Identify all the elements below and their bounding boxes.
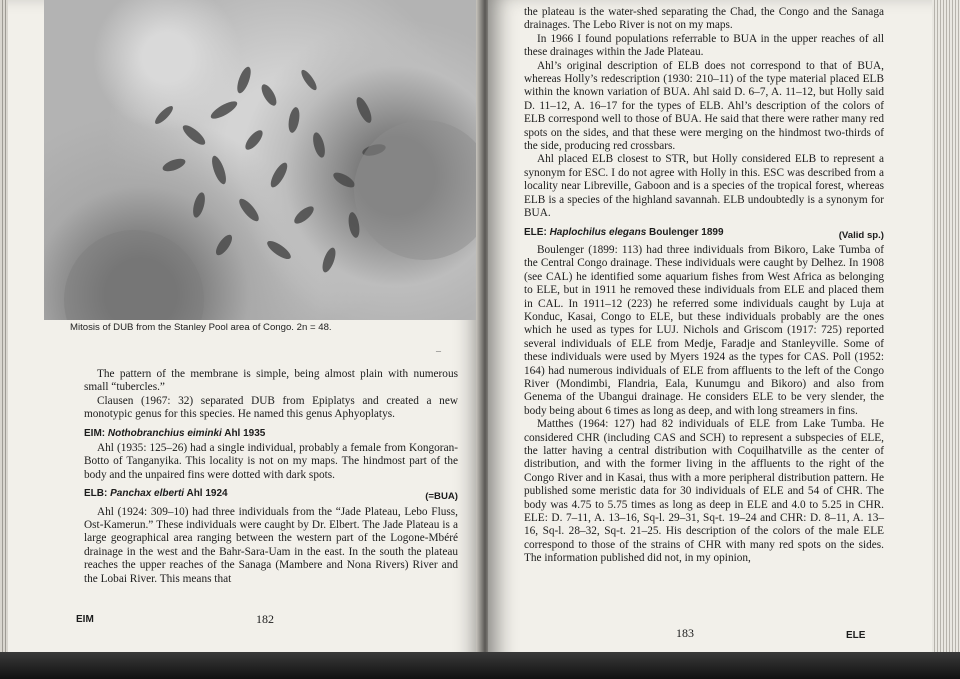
paragraph: Ahl’s original description of ELB does not correspond to that of BUA, whereas Holly’s redescription (1930: 210–11) of the type material placed ELB within the known variation of BUA. Ahl said D. 6–7, A. 11–12, but Holly said D. 11–12, A. 16–17 for the types of ELB. Ahl’s description of the colors of ELB correspond well to those of BUA. He said that there were rather many red spots on the sides, and that these were merging on the hindmost two-thirds of the side, producing red crossbars.: [524, 59, 884, 153]
paragraph: Boulenger (1899: 113) had three individuals from Bikoro, Lake Tumba of the Central Congo drainage. These individuals were caught by Delhez. In 1908 (see CAL) he identified some aquarium fishes from West Africa as belonging to ELE, but in 1911 he removed these individuals from ELE and placed them in CAL. In 1911–12 (223) he referred some individuals caught by Luja at Konduc, Kasai, Congo to ELE, but these individuals probably are the ones which he used as types for LUJ. Nichols and Griscom (1917: 725) reported several individuals of ELE from Medje, Faradje and Stanleyville. Some of these individuals were used by Myers 1924 as the types for CAS. Poll (1952: 164) had numerous individuals of ELE from affluents to the left of the Congo River (Mondimbi, Flandria, Eala, Kunumgu and Bikoro) and also from Genema of the Ubangui drainage. He considers ELE to be very slender, the body being about 6 times as long as deep, and with long streamers in fins.: [524, 243, 884, 417]
right-page: [488, 0, 932, 672]
left-text-column: [84, 368, 458, 586]
left-book-edge: [0, 0, 8, 679]
right-book-edge: [932, 0, 960, 679]
section-heading-eim: [84, 427, 458, 440]
section-code: EIM:: [84, 427, 106, 439]
table-surface: [0, 652, 960, 679]
page-number: 183: [676, 626, 694, 640]
running-footer: ELE: [846, 630, 866, 641]
species-author: Boulenger 1899: [649, 226, 724, 238]
paragraph: Ahl (1924: 309–10) had three individuals from the “Jade Plateau, Lebo Fluss, Ost-Kamerun.” These individuals were caught by Dr. Elbert. The Jade Plateau is a large geographical area ranging between the western part of the Logone-Mbéré drainage in the west and the Bahr-Sara-Uam in the east. In the south the plateau reaches the upper reaches of the Sanaga (Mambere and Nona Rivers) River and the Lobai River. This means that: [84, 505, 458, 585]
chromosome-image: [44, 0, 484, 320]
left-page: [8, 0, 484, 672]
species-author: Ahl 1924: [186, 488, 228, 500]
paragraph: In 1966 I found populations referrable to BUA in the upper reaches of all these drainages within the Jade Plateau.: [524, 32, 884, 59]
section-heading-ele: [524, 226, 884, 242]
right-text-column: [524, 6, 884, 566]
validity-tag: (Valid sp.): [838, 229, 884, 241]
figure-caption: Mitosis of DUB from the Stanley Pool area of Congo. 2n = 48.: [70, 322, 332, 333]
paragraph: Ahl (1935: 125–26) had a single individual, probably a female from Kongoran-Botto of Tanganyika. This locality is not on my maps. The hindmost part of the body and the unpaired fins were dotted with dark spots.: [84, 442, 458, 481]
paragraph: The pattern of the membrane is simple, being almost plain with numerous small “tubercles.”: [84, 368, 458, 394]
section-code: ELB:: [84, 488, 108, 500]
synonym-tag: (=BUA): [425, 491, 458, 503]
page-number: 182: [256, 612, 274, 626]
species-name: Panchax elberti: [110, 488, 185, 500]
species-author: Ahl 1935: [224, 427, 266, 439]
section-heading-elb: [84, 487, 458, 503]
running-footer: EIM: [76, 614, 94, 625]
species-name: Haplochilus elegans: [549, 226, 647, 238]
species-name: Nothobranchius eiminki: [107, 427, 222, 439]
paragraph: Matthes (1964: 127) had 82 individuals of ELE from Lake Tumba. He considered CHR (including CAS and SCH) to represent a subspecies of ELE, the latter having a central distribution with Coquilhatville as the center of distribution, and with the former living in the affluents to the right of the Congo River and in Kasai, thus with a more peripheral distribution pattern. He published some meristic data for 30 individuals of ELE and 54 of CHR. The body was 4.75 to 5.75 times as long as deep in ELE and 4.0 to 5.25 in CHR. ELE: D. 7–11, A. 13–16, Sq-l. 29–31, Sq-t. 19–24 and CHR: D. 8–11, A. 13–16, Sq-l. 28–32, Sq-t. 21–25. His description of the colors of the male ELE correspond to those of the strains of CHR with many red spots on the sides. The information published did not, in my opinion,: [524, 418, 884, 565]
paragraph: Ahl placed ELB closest to STR, but Holly considered ELB to represent a synonym for ESC. I do not agree with Holly in this. ESC was described from a locality near Libreville, Gaboon and is a species of the tropical forest, whereas ELB is a species of the highland savannah. ELB undoubtedly is a synonym for BUA.: [524, 153, 884, 220]
paragraph: the plateau is the water-shed separating the Chad, the Congo and the Sanaga drainages. The Lebo River is not on my maps.: [524, 6, 884, 32]
section-code: ELE:: [524, 226, 547, 238]
paragraph: Clausen (1967: 32) separated DUB from Epiplatys and created a new monotypic genus for this species. He named this genus Aphyoplatys.: [84, 394, 458, 421]
mitosis-photograph: [44, 0, 484, 320]
dash-mark: –: [436, 346, 441, 357]
